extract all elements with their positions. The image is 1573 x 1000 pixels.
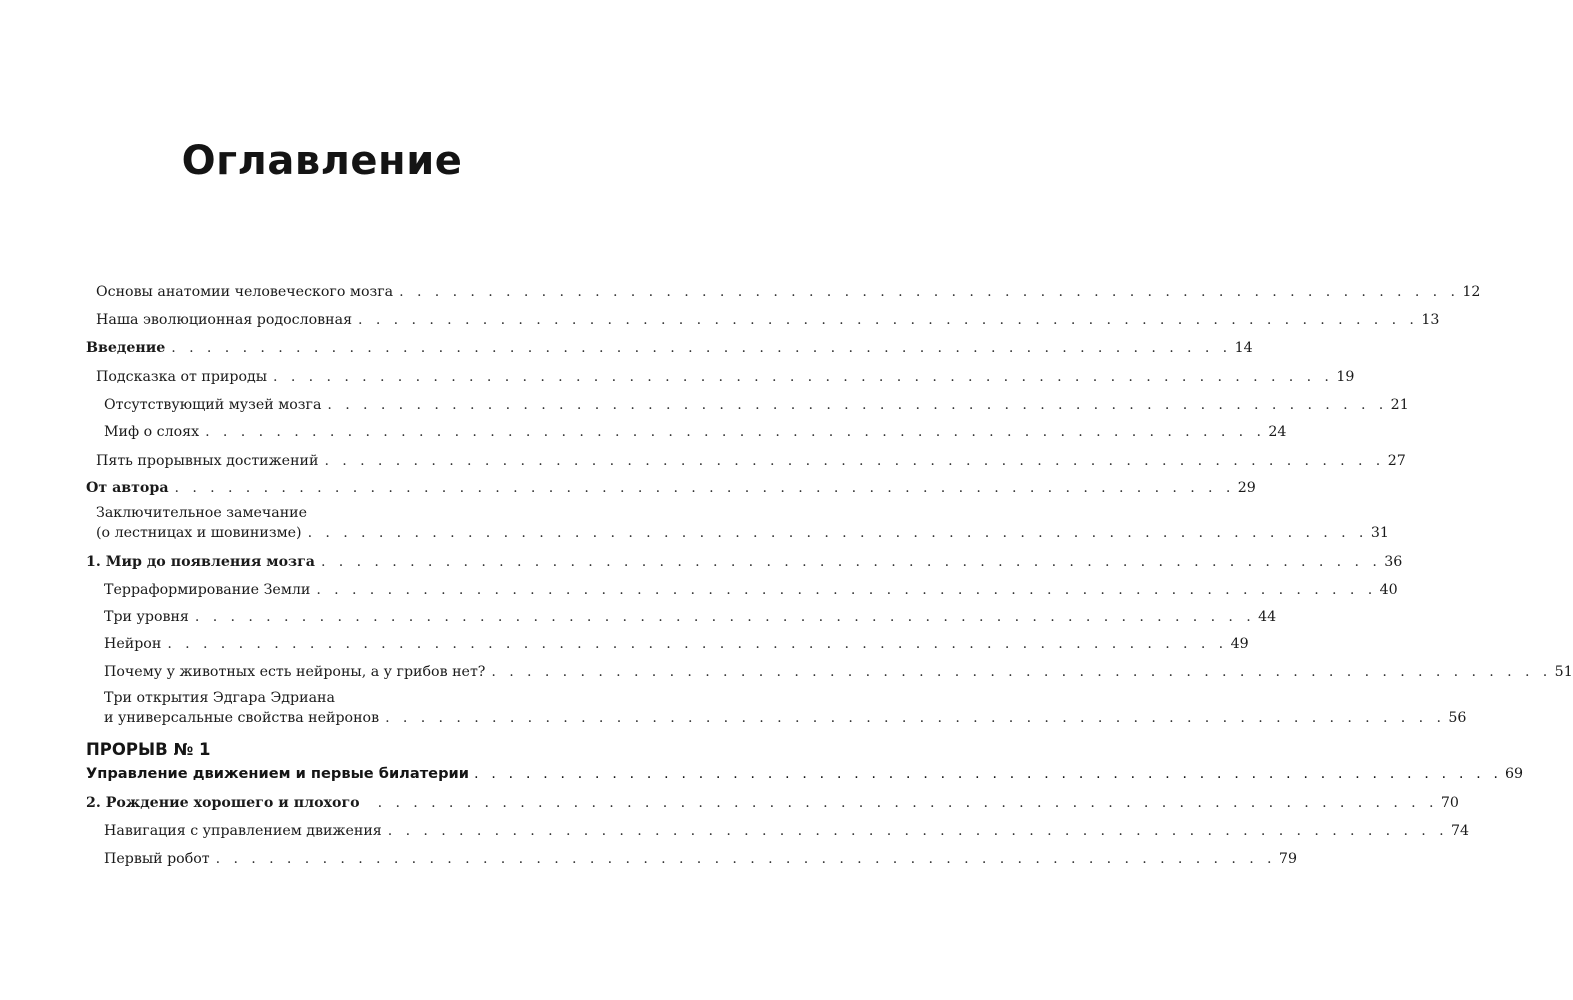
dot-leader: . . . . . . . . . . . . . . . . . . . . . . . . . . . . . . . . . . . . . . . . . . . . . . . . . . . . . . . . . . . . [167,636,1228,652]
toc-entry[interactable] [96,451,1406,471]
toc-entry-title: Основы анатомии человеческого мозга [96,284,394,300]
toc-entry-page: 14 [1234,340,1253,356]
toc-entry-page: 27 [1387,453,1406,469]
dot-leader: . . . . . . . . . . . . . . . . . . . . . . . . . . . . . . . . . . . . . . . . . . . . . . . . . . . . . . . . . . . . [273,369,1334,385]
toc-entry-title-continued: (о лестницах и шовинизме) [96,525,302,541]
dot-leader: . . . . . . . . . . . . . . . . . . . . . . . . . . . . . . . . . . . . . . . . . . . . . . . . . . . . . . . . . . . . [307,525,1368,541]
toc-entry-chapter[interactable] [86,338,1253,358]
toc-entry-page: 36 [1384,554,1403,570]
toc-entry[interactable] [104,662,1573,682]
dot-leader: . . . . . . . . . . . . . . . . . . . . . . . . . . . . . . . . . . . . . . . . . . . . . . . . . . . . . . . . . . . . [194,609,1256,625]
toc-entry[interactable] [104,607,1277,627]
toc-entry-page: 49 [1230,636,1249,652]
toc-entry[interactable] [104,821,1470,841]
toc-entry-page: 31 [1370,525,1389,541]
toc-entry-title: Нейрон [104,636,162,652]
toc-entry-page: 79 [1278,851,1297,867]
toc-entry-title[interactable]: Заключительное замечание [96,505,308,521]
toc-entry-chapter[interactable] [86,478,1256,498]
toc-entry-page: 44 [1258,609,1277,625]
toc-entry-page: 51 [1554,664,1573,680]
toc-entry-title: Отсутствующий музей мозга [104,397,322,413]
toc-entry-title: Терраформирование Земли [104,582,311,598]
toc-entry[interactable] [104,634,1249,654]
toc-entry-title: 1. Мир до появления мозга [86,554,315,570]
dot-leader: . . . . . . . . . . . . . . . . . . . . . . . . . . . . . . . . . . . . . . . . . . . . . . . . . . . . . . . . . . . . [205,424,1266,440]
toc-entry[interactable] [96,310,1440,330]
toc-entry-title: Подсказка от природы [96,369,268,385]
toc-entry-title: Введение [86,340,166,356]
toc-entry-chapter[interactable] [86,793,1459,813]
dot-leader: . . . . . . . . . . . . . . . . . . . . . . . . . . . . . . . . . . . . . . . . . . . . . . . . . . . . . . . . . . . . [324,453,1385,469]
section-entry[interactable] [86,764,1524,784]
dot-leader: . . . . . . . . . . . . . . . . . . . . . . . . . . . . . . . . . . . . . . . . . . . . . . . . . . . . . . . . . . . . [215,851,1276,867]
toc-entry-title: Три уровня [104,609,189,625]
toc-entry[interactable] [104,708,1467,728]
toc-entry-title: Пять прорывных достижений [96,453,319,469]
toc-entry-page: 13 [1421,312,1440,328]
toc-entry-page: 19 [1336,369,1355,385]
toc-entry-page: 70 [1440,795,1459,811]
toc-entry-title: Почему у животных есть нейроны, а у грибов нет? [104,664,486,680]
toc-entry[interactable] [96,523,1389,543]
toc-entry-title: От автора [86,480,169,496]
toc-entry-title[interactable]: Три открытия Эдгара Эдриана [104,690,335,706]
toc-entry[interactable] [104,580,1398,600]
section-label: ПРОРЫВ № 1 [86,740,211,759]
dot-leader: . . . . . . . . . . . . . . . . . . . . . . . . . . . . . . . . . . . . . . . . . . . . . . . . . . . . . . . . . . . . [473,765,1503,782]
toc-entry-title: Миф о слоях [104,424,200,440]
toc-entry-page: 56 [1448,710,1467,726]
toc-entry-page: 24 [1268,424,1287,440]
toc-entry[interactable] [96,367,1355,387]
toc-entry-title: Навигация с управлением движения [104,823,382,839]
toc-entry-page: 29 [1237,480,1256,496]
toc-entry-page: 21 [1390,397,1409,413]
dot-leader: . . . . . . . . . . . . . . . . . . . . . . . . . . . . . . . . . . . . . . . . . . . . . . . . . . . . . . . . . . . . [387,823,1449,839]
toc-entry[interactable] [96,282,1481,302]
toc-entry[interactable] [104,395,1409,415]
dot-leader: . . . . . . . . . . . . . . . . . . . . . . . . . . . . . . . . . . . . . . . . . . . . . . . . . . . . . . . . . . . . [316,582,1377,598]
dot-leader: . . . . . . . . . . . . . . . . . . . . . . . . . . . . . . . . . . . . . . . . . . . . . . . . . . . . . . . . . . . . [399,284,1460,300]
toc-entry-page: 74 [1451,823,1470,839]
dot-leader: . . . . . . . . . . . . . . . . . . . . . . . . . . . . . . . . . . . . . . . . . . . . . . . . . . . . . . . . . . . . [385,710,1446,726]
toc-entry-page: 40 [1379,582,1398,598]
dot-leader: . . . . . . . . . . . . . . . . . . . . . . . . . . . . . . . . . . . . . . . . . . . . . . . . . . . . . . . . . . . . [358,312,1419,328]
dot-leader: . . . . . . . . . . . . . . . . . . . . . . . . . . . . . . . . . . . . . . . . . . . . . . . . . . . . . . . . . . . . [377,795,1438,811]
toc-entry[interactable] [104,422,1287,442]
section-title: Управление движением и первые билатерии [86,765,469,782]
toc-entry-title: Первый робот [104,851,210,867]
dot-leader: . . . . . . . . . . . . . . . . . . . . . . . . . . . . . . . . . . . . . . . . . . . . . . . . . . . . . . . . . . . . [491,664,1552,680]
toc-entry-chapter[interactable] [86,552,1403,572]
dot-leader: . . . . . . . . . . . . . . . . . . . . . . . . . . . . . . . . . . . . . . . . . . . . . . . . . . . . . . . . . . . . [174,480,1235,496]
toc-entry-page: 12 [1462,284,1481,300]
dot-leader: . . . . . . . . . . . . . . . . . . . . . . . . . . . . . . . . . . . . . . . . . . . . . . . . . . . . . . . . . . . . [320,554,1382,570]
toc-entry-title: Наша эволюционная родословная [96,312,353,328]
page-title: Оглавление [181,138,463,184]
dot-leader: . . . . . . . . . . . . . . . . . . . . . . . . . . . . . . . . . . . . . . . . . . . . . . . . . . . . . . . . . . . . [327,397,1388,413]
toc-entry-title-continued: и универсальные свойства нейронов [104,710,380,726]
section-page: 69 [1505,766,1524,782]
dot-leader: . . . . . . . . . . . . . . . . . . . . . . . . . . . . . . . . . . . . . . . . . . . . . . . . . . . . . . . . . . . . [171,340,1232,356]
toc-entry[interactable] [104,849,1297,869]
toc-entry-title: 2. Рождение хорошего и плохого [86,795,360,811]
